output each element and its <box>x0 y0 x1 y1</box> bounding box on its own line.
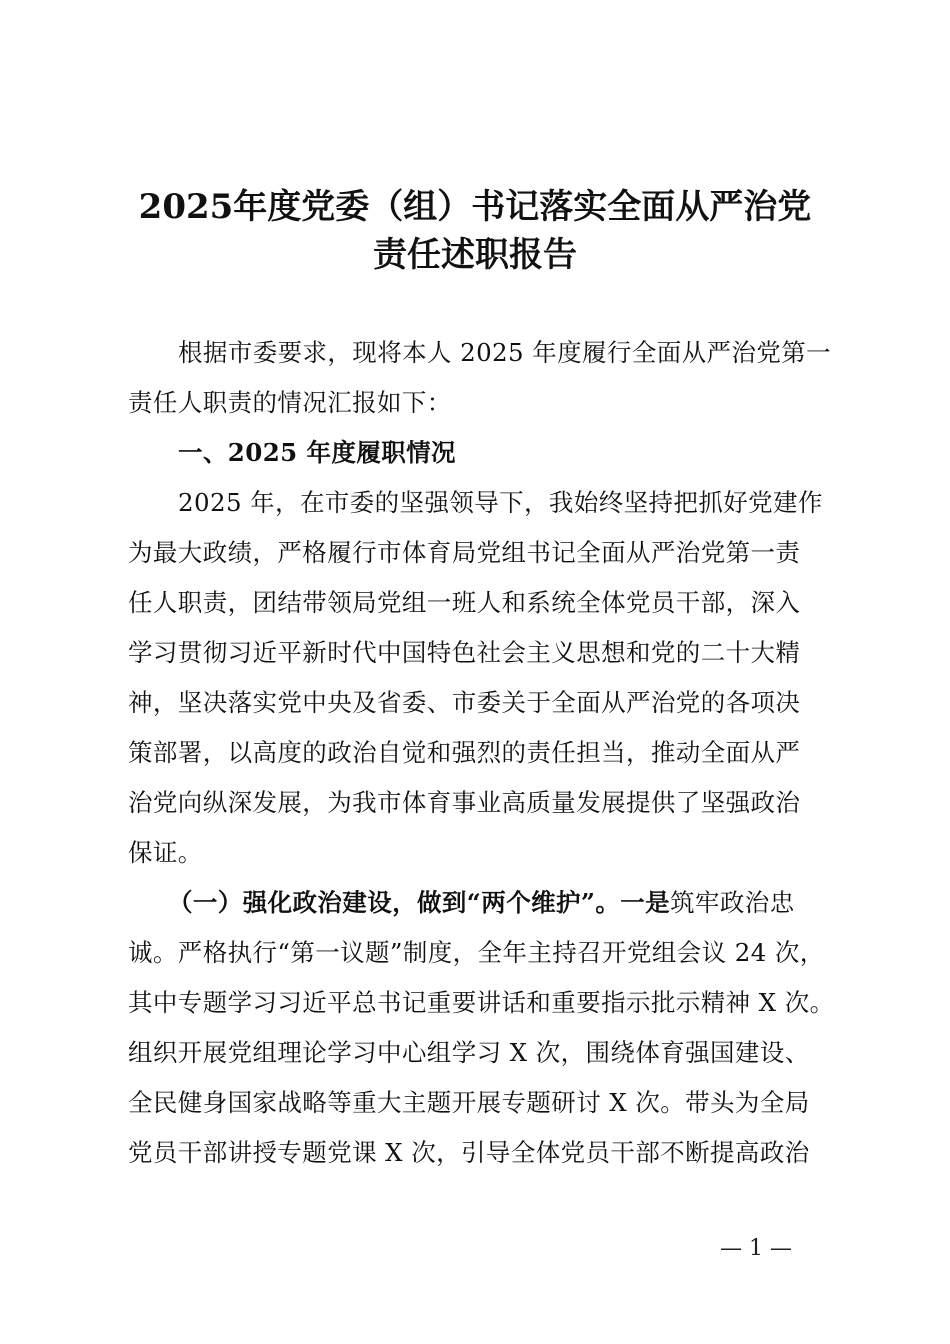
paragraph-line: 党员干部讲授专题党课 X 次，引导全体党员干部不断提高政治 <box>128 1138 810 1167</box>
page-number: — 1 — <box>720 1236 792 1261</box>
paragraph-line: 其中专题学习习近平总书记重要讲话和重要指示批示精神 X 次。 <box>128 988 835 1017</box>
subsection-heading: （一）强化政治建设，做到“两个维护”。一是 <box>168 888 671 917</box>
paragraph-line: 策部署，以高度的政治自觉和强烈的责任担当，推动全面从严 <box>128 738 801 767</box>
paragraph-line: 保证。 <box>128 838 203 867</box>
section-heading: 一、2025 年度履职情况 <box>178 438 456 467</box>
paragraph-line: 为最大政绩，严格履行市体育局党组书记全面从严治党第一责 <box>128 538 801 567</box>
subsection-text: 筑牢政治忠 <box>670 888 795 917</box>
paragraph-line: 全民健身国家战略等重大主题开展专题研讨 X 次。带头为全局 <box>128 1088 810 1117</box>
paragraph-line: 根据市委要求，现将本人 2025 年度履行全面从严治党第一 <box>178 338 832 367</box>
paragraph-line: 任人职责，团结带领局党组一班人和系统全体党员干部，深入 <box>128 588 801 617</box>
document-title-line-2: 责任述职报告 <box>373 235 577 275</box>
paragraph-line: 学习贯彻习近平新时代中国特色社会主义思想和党的二十大精 <box>128 638 801 667</box>
document-title-line-1: 2025年度党委（组）书记落实全面从严治党 <box>138 187 812 227</box>
subsection-line <box>168 888 838 918</box>
paragraph-line: 治党向纵深发展，为我市体育事业高质量发展提供了坚强政治 <box>128 788 801 817</box>
paragraph-line: 神，坚决落实党中央及省委、市委关于全面从严治党的各项决 <box>128 688 801 717</box>
paragraph-line: 组织开展党组理论学习中心组学习 X 次，围绕体育强国建设、 <box>128 1038 810 1067</box>
paragraph-line: 2025 年，在市委的坚强领导下，我始终坚持把抓好党建作 <box>178 488 823 517</box>
paragraph-line: 责任人职责的情况汇报如下： <box>128 388 452 417</box>
paragraph-line: 诚。严格执行“第一议题”制度，全年主持召开党组会议 24 次， <box>128 938 825 967</box>
